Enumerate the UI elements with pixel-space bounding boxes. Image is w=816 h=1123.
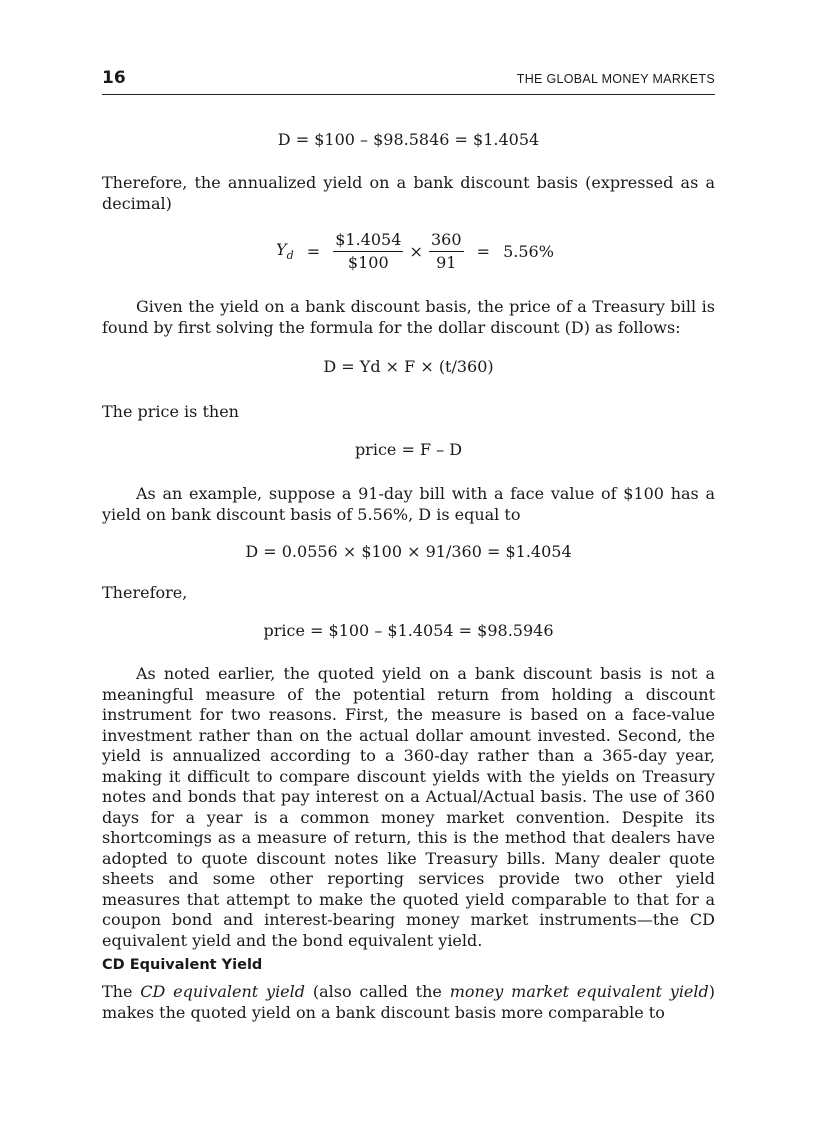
paragraph-therefore: Therefore,	[102, 583, 188, 602]
text-run: The	[102, 982, 141, 1001]
fraction-days	[429, 229, 464, 274]
equation-example-price: price = $100 – $1.4054 = $98.5946	[263, 621, 554, 640]
text-run: ) makes the quoted yield on a bank discount basis more comparable to	[102, 982, 716, 1022]
equation-dollar-discount: D = $100 – $98.5846 = $1.4054	[277, 130, 540, 149]
term-money-market-equivalent-yield: money market equivalent yield	[449, 982, 709, 1001]
equals-sign: =	[476, 242, 491, 261]
fraction-numerator: $1.4054	[333, 229, 403, 252]
fraction-discount-over-face	[333, 229, 403, 274]
fraction-numerator: 360	[429, 229, 464, 252]
page-number: 16	[102, 68, 126, 88]
equation-yield-fraction	[276, 229, 554, 274]
equals-sign: =	[306, 242, 321, 261]
paragraph-annualized-yield: Therefore, the annualized yield on a bank discount basis (expressed as a decimal)	[102, 173, 715, 213]
yield-subscript: d	[286, 249, 294, 263]
yield-result: 5.56%	[503, 242, 554, 261]
paragraph-example: As an example, suppose a 91-day bill with a face value of $100 has a yield on bank discount basis of 5.56%, D is equal to	[102, 484, 715, 524]
running-head: THE GLOBAL MONEY MARKETS	[516, 72, 715, 86]
paragraph-yield-shortcomings: As noted earlier, the quoted yield on a bank discount basis is not a meaningful measure of the potential return from holding a discount instrument for two reasons. First, the measure is based on a face-value investment rather than on the actual dollar amount invested. Second, the yield is annualized according to a 360-day rather than a 365-day year, making it difficult to compare discount yields with the yields on Treasury notes and bonds that pay interest on a Actual/Actual basis. The use of 360 days for a year is a common money market convention. Despite its shortcomings as a measure of return, this is the method that dealers have adopted to quote discount notes like Treasury bills. Many dealer quote sheets and some other reporting services provide two other yield measures that attempt to make the quoted yield comparable to that for a coupon bond and interest-bearing money market instruments—the CD equivalent yield and the bond equivalent yield.	[102, 664, 715, 950]
term-cd-equivalent-yield: CD equivalent yield	[140, 982, 306, 1001]
equation-discount-formula: D = Yd × F × (t/360)	[323, 357, 494, 376]
section-heading: CD Equivalent Yield	[102, 957, 263, 973]
equation-example-discount: D = 0.0556 × $100 × 91/360 = $1.4054	[245, 542, 572, 561]
equation-price: price = F – D	[354, 440, 463, 459]
yield-symbol: Y	[276, 240, 287, 260]
text-run: (also called the	[305, 982, 450, 1001]
paragraph-price-formula-intro: Given the yield on a bank discount basis, the price of a Treasury bill is found by first solving the formula for the dollar discount (D) as follows:	[102, 297, 715, 337]
fraction-denominator: $100	[347, 253, 389, 272]
fraction-denominator: 91	[436, 253, 457, 272]
page-header	[102, 66, 715, 95]
times-sign: ×	[409, 242, 423, 261]
paragraph-price-then: The price is then	[102, 402, 239, 421]
paragraph-cd-equivalent	[102, 982, 715, 1023]
